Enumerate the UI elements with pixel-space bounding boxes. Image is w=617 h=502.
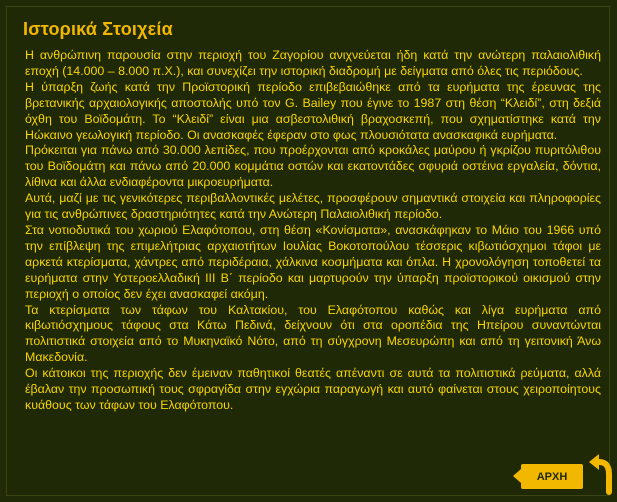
curved-back-arrow-icon[interactable] <box>587 452 615 496</box>
content-panel <box>6 6 610 496</box>
home-button[interactable] <box>521 464 583 489</box>
home-button-label: ΑΡΧΗ <box>536 470 568 483</box>
paragraph-1: Η ανθρώπινη παρουσία στην περιοχή του Ζαγορίου ανιχνεύεται ήδη κατά την ανώτερη παλαιολιθική εποχή (14.000 – 8.000 π.Χ.), και συνεχίζει την ιστορική διαδρομή με δείγματα από όλες τις περιόδους. <box>25 48 601 78</box>
article-body <box>25 48 601 414</box>
paragraph-4: Αυτά, μαζί με τις γενικότερες περιβαλλοντικές μελέτες, προσφέρουν σημαντικά στοιχεία και πληροφορίες για τις ανθρώπινες δραστηριότητες κατά την Ανώτερη Παλαιολιθική περίοδο. <box>25 191 601 222</box>
home-button-arrow <box>513 469 521 483</box>
paragraph-7: Οι κάτοικοι της περιοχής δεν έμειναν παθητικοί θεατές απέναντι σε αυτά τα πολιτιστικά ρεύματα, αλλά έβαλαν την προσωπική τους σφραγίδα στην εγχώρια παραγωγή και αυτό φαίνεται στους χειροποίητους κυάθους των τάφων του Ελαφότοπου. <box>25 366 601 412</box>
paragraph-6: Τα κτερίσματα των τάφων του Καλτακίου, του Ελαφότοπου καθώς και λίγα ευρήματα από κιβωτιόσχημους τάφους στα Κάτω Πεδινά, δείχνουν ότι στα οροπέδια της Ηπείρου συναντώνται πολιτιστικά στοιχεία από το Μυκηναϊκό Νότο, από τη σύγχρονη Μεσευρώπη και από τη γειτονική Άνω Μακεδονία. <box>25 302 601 365</box>
paragraph-2: Η ύπαρξη ζωής κατά την Προϊστορική περίοδο επιβεβαιώθηκε από τα ευρήματα της έρευνας της βρετανικής αρχαιολογικής αποστολής υπό τον G. Bailey που έγινε το 1987 στη θέση “Κλειδί”, στη δεξιά όχθη του Βοϊδομάτη. Το “Κλειδί” είναι μια ασβεστολιθική βραχοσκεπή, που σχηματίστηκε κατά την Ηώκαινο γεωλογική περίοδο. Οι ανασκαφές έφεραν στο φως πλουσιότατα ανασκαφικά ευρήματα. <box>25 79 601 142</box>
page-title: Ιστορικά Στοιχεία <box>23 19 173 39</box>
paragraph-3: Πρόκειται για πάνω από 30.000 λεπίδες, που προέρχονται από κροκάλες μαύρου ή γκρίζου πυριτόλιθου του Βοϊδομάτη και πάνω από 20.000 κομμάτια οστών και εκατοντάδες σφυριά οστέινα εργαλεία, δόντια, λίθινα και άλλα ενδιαφέροντα μικροευρήματα. <box>25 143 601 190</box>
paragraph-5: Στα νοτιοδυτικά του χωριού Ελαφότοπου, στη θέση «Κονίσματα», ανασκάφηκαν το Μάιο του 1966 υπό την επίβλεψη της επιμελήτριας αρχαιοτήτων Ιουλίας Βοκοτοπούλου τέσσερις κιβωτιόσχημοι τάφοι με αρκετά κτερίσματα, χάντρες από περιδέραια, χάλκινα κοσμήματα και όπλα. Η χρονολόγηση τοποθετεί τα ευρήματα στην Υστεροελλαδική ΙΙΙ Β΄ περίοδο και μαρτυρούν την ύπαρξη προϊστορικού οικισμού στην περιοχή ο οποίος δεν έχει ανασκαφεί ακόμη. <box>25 222 601 301</box>
